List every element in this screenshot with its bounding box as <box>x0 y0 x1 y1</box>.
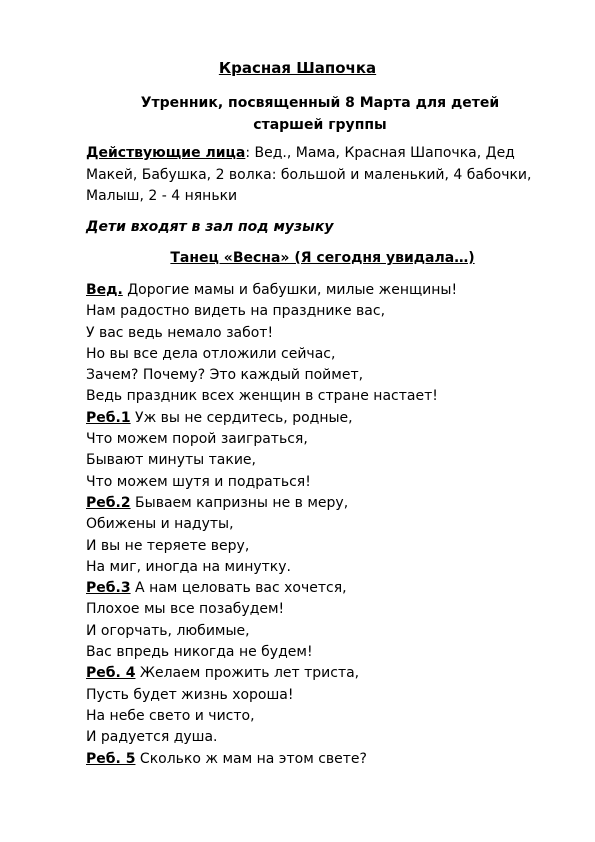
verse-line <box>86 578 566 599</box>
verse-line <box>86 386 566 407</box>
verse-text: Плохое мы все позабудем! <box>86 601 285 618</box>
verse-text: Что можем порой заиграться, <box>86 431 308 448</box>
document-subtitle <box>90 92 550 136</box>
verse-text: Уж вы не сердитесь, родные, <box>130 409 353 426</box>
verse-line <box>86 557 566 578</box>
verse-text: Но вы все дела отложили сейчас, <box>86 345 336 362</box>
speaker-label: Реб. 4 <box>86 665 136 682</box>
verse-text: Сколько ж мам на этом свете? <box>135 750 367 767</box>
verse-line <box>86 727 566 748</box>
verse-text: И вы не теряете веру, <box>86 537 250 554</box>
verse-text: Что можем шутя и подраться! <box>86 473 311 490</box>
verse-text: Пусть будет жизнь хороша! <box>86 686 294 703</box>
verse-line <box>86 323 566 344</box>
verse-text: Ведь праздник всех женщин в стране настает! <box>86 388 438 405</box>
subtitle-line-1: Утренник, посвященный 8 Марта для детей <box>140 95 500 111</box>
verse-text: Бываем капризны не в меру, <box>130 494 349 511</box>
verse-line <box>86 408 566 429</box>
verse-line <box>86 450 566 471</box>
verse-text: Зачем? Почему? Это каждый поймет, <box>86 367 364 384</box>
stage-direction: Дети входят в зал под музыку <box>86 219 334 235</box>
verse-line <box>86 621 566 642</box>
cast-label: Действующие лица <box>86 145 246 161</box>
verse-text: У вас ведь немало забот! <box>86 324 274 341</box>
verse-text: А нам целовать вас хочется, <box>130 580 347 597</box>
document-title: Красная Шапочка <box>218 59 377 77</box>
verse-text: Вас впредь никогда не будем! <box>86 644 313 661</box>
verse-line <box>86 599 566 620</box>
verse-line <box>86 429 566 450</box>
verse-line <box>86 493 566 514</box>
verse-line <box>86 472 566 493</box>
cast-list: : Вед., Мама, Красная Шапочка, Дед Макей, Бабушка, 2 волка: большой и маленький, 4 бабочки, Малыш, 2 - 4 няньки <box>86 145 532 204</box>
verse-line <box>86 663 566 684</box>
verse-text: Желаем прожить лет триста, <box>135 665 360 682</box>
verse-line <box>86 685 566 706</box>
verse-line <box>86 344 566 365</box>
verse-line <box>86 642 566 663</box>
verse-line <box>86 749 566 770</box>
verse-line <box>86 706 566 727</box>
verse-line <box>86 280 566 301</box>
speaker-label: Реб. 5 <box>86 750 136 767</box>
speaker-label: Реб.3 <box>86 580 131 597</box>
speaker-label: Реб.2 <box>86 494 131 511</box>
verse-text: На небе свето и чисто, <box>86 707 255 724</box>
verse-text: И огорчать, любимые, <box>86 622 250 639</box>
verse-line <box>86 536 566 557</box>
verse-line <box>86 365 566 386</box>
verse-line <box>86 301 566 322</box>
verse-text: Обижены и надуты, <box>86 516 234 533</box>
verse-text: Нам радостно видеть на празднике вас, <box>86 303 386 320</box>
verse-text: Дорогие мамы и бабушки, милые женщины! <box>122 282 458 298</box>
verse-block <box>86 280 566 770</box>
cast-paragraph <box>86 143 556 208</box>
verse-line <box>86 514 566 535</box>
dance-heading: Танец «Весна» (Я сегодня увидала…) <box>170 250 475 266</box>
speaker-label: Реб.1 <box>86 409 131 426</box>
speaker-label: Вед. <box>86 282 123 298</box>
verse-text: Бывают минуты такие, <box>86 452 256 469</box>
subtitle-line-2: старшей группы <box>253 117 387 133</box>
verse-text: И радуется душа. <box>86 729 218 746</box>
verse-text: На миг, иногда на минутку. <box>86 558 291 575</box>
